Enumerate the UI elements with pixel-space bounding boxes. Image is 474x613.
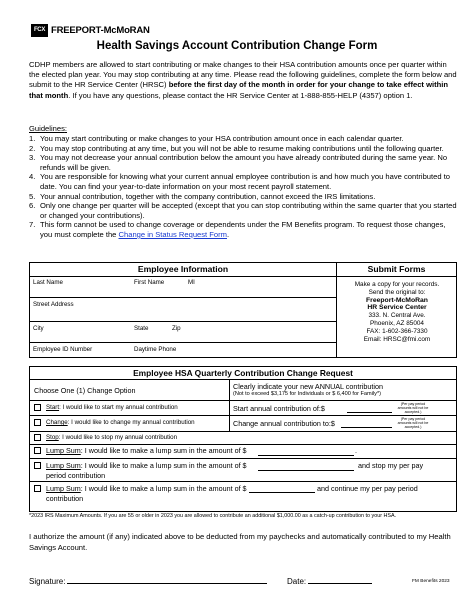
start-text: : I would like to start my annual contribution	[59, 404, 178, 411]
submit-street: 333. N. Central Ave.	[368, 312, 426, 320]
change-amount-field[interactable]	[341, 427, 392, 428]
signature-line	[29, 576, 267, 586]
employee-id-label: Employee ID Number	[33, 346, 93, 353]
guideline-number: 5.	[29, 191, 36, 201]
guideline-item	[29, 172, 459, 191]
lump-sum-amount-field[interactable]	[258, 455, 354, 456]
guideline-item	[29, 192, 459, 202]
form-title: Health Savings Account Contribution Change Form	[96, 40, 378, 52]
change-checkbox[interactable]	[34, 419, 41, 426]
lump-sum-continue-text: and continue my per pay period	[317, 484, 418, 493]
date-line	[287, 576, 372, 586]
date-label: Date:	[287, 577, 307, 586]
guideline-number: 7.	[29, 220, 36, 230]
daytime-phone-label: Daytime Phone	[134, 346, 177, 353]
guideline-text-end: .	[227, 229, 230, 239]
intro-paragraph	[29, 60, 457, 101]
lump-sum-label: Lump Sum	[46, 484, 81, 493]
lump-sum-option-1	[46, 446, 247, 455]
start-amount-field[interactable]	[347, 412, 392, 413]
lump-sum-option-2	[46, 461, 247, 470]
guideline-item	[29, 220, 459, 239]
lump-sum-continue-cont: contribution	[46, 494, 84, 503]
lump-sum-stop-amount-field[interactable]	[258, 470, 354, 471]
submit-forms-info	[338, 281, 456, 343]
company-logo	[31, 23, 150, 37]
field-divider	[30, 297, 336, 298]
start-label: Start	[46, 404, 60, 411]
signature-field[interactable]	[67, 576, 267, 584]
guideline-text: Your annual contribution, together with the company contribution, cannot exceed the IRS limitations.	[40, 191, 376, 201]
lump-sum-stop-checkbox[interactable]	[34, 462, 41, 469]
lump-sum-label: Lump Sum	[46, 446, 81, 455]
submit-fax: FAX: 1-602-366-7330	[366, 327, 428, 335]
lump-sum-continue-checkbox[interactable]	[34, 485, 41, 492]
hsa-request-heading: Employee HSA Quarterly Contribution Change Request	[30, 367, 456, 380]
start-checkbox[interactable]	[34, 404, 41, 411]
stop-checkbox[interactable]	[34, 434, 41, 441]
guideline-item	[29, 134, 459, 144]
lump-sum-option-3	[46, 484, 247, 493]
city-label: City	[33, 325, 44, 332]
employee-info-heading: Employee Information	[30, 263, 337, 277]
row-divider	[30, 400, 456, 401]
submit-forms-heading: Submit Forms	[337, 263, 456, 277]
start-amount-label: Start annual contribution of:$	[233, 404, 325, 413]
lump-sum-stop-cont: period contribution	[46, 471, 106, 480]
guideline-number: 3.	[29, 153, 36, 163]
authorization-statement: I authorize the amount (if any) indicated above to be deducted from my paychecks and automatically contributed to my Health Savings Account.	[29, 532, 451, 552]
zip-label: Zip	[172, 325, 181, 332]
lump-sum-text: : I would like to make a lump sum in the amount of $	[80, 446, 247, 455]
submit-email: Email: HRSC@fmi.com	[363, 335, 431, 343]
guideline-text: You may not decrease your annual contribution below the amount you have already contributed during the same year. No refunds will be given.	[40, 153, 448, 172]
guideline-number: 1.	[29, 134, 36, 143]
submit-org: Freeport-McMoRan	[366, 296, 428, 304]
employee-info-section	[29, 262, 457, 358]
lump-sum-stop-text: and stop my per pay	[358, 461, 424, 470]
submit-instruction-2: Send the original to:	[368, 288, 426, 296]
guideline-number: 2.	[29, 143, 36, 153]
row-divider	[30, 431, 456, 432]
guideline-text: You are responsible for knowing what your current annual employee contribution is and how much you have contributed to date. You can find your year-to-date information on your most recent payroll statement.	[40, 172, 451, 191]
guideline-number: 6.	[29, 201, 36, 211]
logo-text: FREEPORT-McMoRAN	[51, 24, 150, 36]
guideline-item	[29, 201, 459, 220]
per-pay-note: (Per pay period amounts will not be accepted.)	[397, 417, 429, 430]
lump-sum-text: : I would like to make a lump sum in the amount of $	[80, 484, 247, 493]
column-divider	[229, 415, 230, 431]
guideline-text: Only one change per quarter will be accepted (except that you can stop contributing within the same quarter that you started or changed your contributions).	[40, 201, 457, 220]
lump-sum-label: Lump Sum	[46, 461, 81, 470]
stop-text: : I would like to stop my annual contribution	[58, 434, 178, 441]
change-amount-label: Change annual contribution to:$	[233, 419, 335, 428]
guideline-text: You may start contributing or make changes to your HSA contribution amount once in each calendar quarter.	[40, 134, 404, 143]
guideline-item	[29, 153, 459, 172]
lump-sum-continue-amount-field[interactable]	[249, 492, 315, 493]
lump-sum-text: : I would like to make a lump sum in the amount of $	[80, 461, 247, 470]
section-divider	[336, 277, 337, 357]
change-in-status-link[interactable]: Change in Status Request Form	[118, 229, 227, 239]
guideline-text: You may stop contributing at any time, but you will not be able to resume making contributions until the following quarter.	[40, 143, 444, 153]
lump-sum-checkbox[interactable]	[34, 447, 41, 454]
row-divider	[30, 444, 456, 445]
mi-label: MI	[188, 279, 195, 286]
last-name-label: Last Name	[33, 279, 63, 286]
change-label: Change	[46, 419, 68, 426]
per-pay-note: (Per pay period amounts will not be accepted.)	[397, 402, 429, 415]
stop-label: Stop	[46, 434, 59, 441]
change-text: : I would like to change my annual contribution	[67, 419, 195, 426]
date-field[interactable]	[308, 576, 372, 584]
street-address-label: Street Address	[33, 301, 74, 308]
start-option	[46, 404, 178, 411]
signature-label: Signature:	[29, 577, 66, 586]
intro-text-1: CDHP members are allowed to start contributing or make changes to their HSA contribution amounts once per quarter within the elected plan year. You may stop contributing at any time. Please read the following guidelines, complete the form below and submit to the HR Service Center (HRSC)	[29, 60, 457, 90]
hsa-change-request-section	[29, 366, 457, 512]
row-divider	[30, 458, 456, 459]
intro-deadline-text: before the first day of the month in order for your change to take effect within that month	[29, 80, 448, 100]
field-divider	[30, 342, 336, 343]
guideline-text	[40, 220, 459, 239]
guidelines-heading-text: Guidelines	[29, 124, 65, 133]
state-label: State	[134, 325, 149, 332]
form-revision: FM Benefits 2023	[412, 579, 450, 584]
submit-city: Phoenix, AZ 85004	[369, 319, 424, 327]
row-divider	[30, 415, 456, 416]
guidelines-heading: Guidelines:	[29, 124, 68, 133]
guideline-item	[29, 144, 459, 154]
column-divider	[229, 380, 230, 415]
irs-footnote: *2023 IRS Maximum Amounts. If you are 55 or older in 2023 you are allowed to contribute an additional $1,000.00 as a catch-up contribution to your HSA.	[29, 513, 397, 519]
change-option	[46, 419, 195, 426]
guideline-number: 4.	[29, 172, 36, 182]
submit-dept: HR Service Center	[367, 304, 427, 312]
lump-sum-period: .	[355, 446, 357, 455]
submit-instruction: Make a copy for your records.	[354, 281, 440, 288]
row-divider	[30, 481, 456, 482]
field-divider	[30, 321, 336, 322]
guidelines-list	[29, 134, 459, 240]
intro-text-2: . If you have any questions, please contact the HR Service Center at 1-888-855-HELP (4357) option 1.	[68, 90, 413, 100]
choose-option-label: Choose One (1) Change Option	[34, 386, 136, 395]
indicate-annual-label: Clearly indicate your new ANNUAL contribution	[233, 382, 383, 391]
contribution-limit-note: (Not to exceed $3,175 for Individuals or $ 6,400 for Family*)	[233, 391, 381, 397]
logo-mark-icon: FCX	[31, 24, 48, 37]
guideline-text-part: This form cannot be used to change coverage or dependents under the FM Benefits program. To request those changes, you must complete the	[40, 220, 446, 239]
stop-option	[46, 434, 177, 441]
first-name-label: First Name	[134, 279, 165, 286]
